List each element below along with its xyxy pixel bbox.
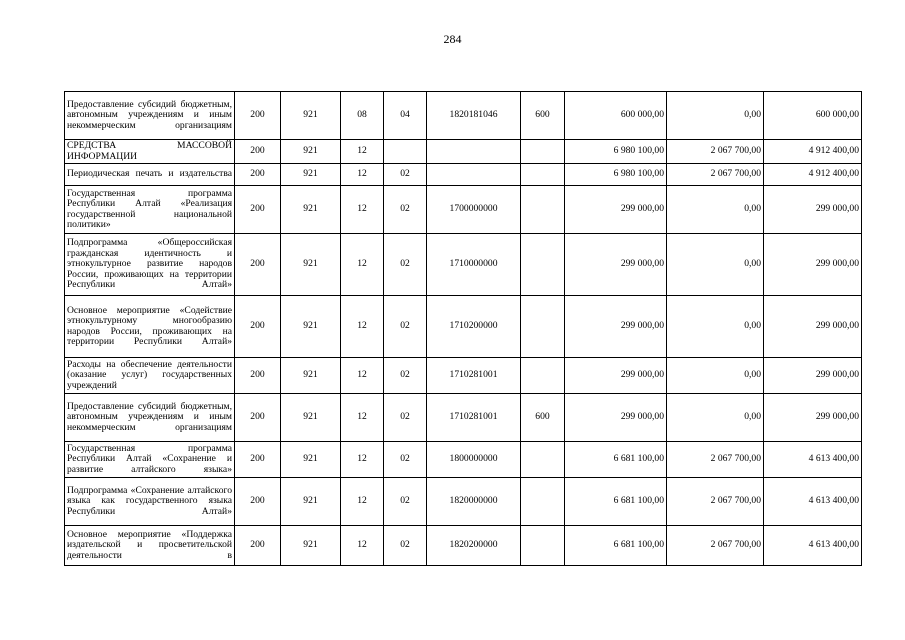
table-row: [65, 186, 862, 234]
row-v1-cell: 6 681 100,00: [565, 478, 667, 526]
page-number: 284: [443, 32, 462, 46]
row-v3-cell: 4 613 400,00: [764, 526, 862, 566]
row-c6-cell: [521, 296, 565, 358]
row-v2-cell: 0,00: [667, 296, 764, 358]
row-v2-cell: 0,00: [667, 234, 764, 296]
row-c2-cell: 921: [281, 296, 341, 358]
row-c1-cell: 200: [235, 442, 281, 478]
table-row: [65, 394, 862, 442]
row-v3-cell: 4 613 400,00: [764, 442, 862, 478]
row-v1-cell: 600 000,00: [565, 92, 667, 140]
row-v2-cell: 0,00: [667, 358, 764, 394]
row-v3-cell: 299 000,00: [764, 234, 862, 296]
row-c5-cell: 1820000000: [427, 478, 521, 526]
row-name-cell: Предоставление субсидий бюджетным, автономным учреждениям и иным некоммерческим организациям: [65, 394, 235, 442]
row-v3-cell: 299 000,00: [764, 358, 862, 394]
table-row: [65, 164, 862, 186]
row-c4-cell: 02: [384, 478, 427, 526]
row-c6-cell: [521, 164, 565, 186]
row-v2-cell: 0,00: [667, 92, 764, 140]
row-name-cell: Периодическая печать и издательства: [65, 164, 235, 186]
row-c4-cell: 02: [384, 358, 427, 394]
row-c6-cell: 600: [521, 394, 565, 442]
row-c6-cell: 600: [521, 92, 565, 140]
table-row: [65, 296, 862, 358]
row-v3-cell: 299 000,00: [764, 296, 862, 358]
row-c6-cell: [521, 442, 565, 478]
row-c5-cell: [427, 140, 521, 164]
row-v1-cell: 6 980 100,00: [565, 164, 667, 186]
row-v3-cell: 4 613 400,00: [764, 478, 862, 526]
row-v1-cell: 299 000,00: [565, 296, 667, 358]
row-c1-cell: 200: [235, 234, 281, 296]
row-c3-cell: 12: [341, 358, 384, 394]
row-c5-cell: 1820200000: [427, 526, 521, 566]
row-c2-cell: 921: [281, 394, 341, 442]
row-c3-cell: 12: [341, 442, 384, 478]
row-c4-cell: 02: [384, 234, 427, 296]
table-row: [65, 478, 862, 526]
row-c3-cell: 08: [341, 92, 384, 140]
row-c1-cell: 200: [235, 526, 281, 566]
row-v1-cell: 6 681 100,00: [565, 526, 667, 566]
row-c4-cell: 02: [384, 296, 427, 358]
row-c6-cell: [521, 358, 565, 394]
row-c4-cell: 02: [384, 442, 427, 478]
row-c6-cell: [521, 526, 565, 566]
row-name-cell: СРЕДСТВА МАССОВОЙ ИНФОРМАЦИИ: [65, 140, 235, 164]
row-c5-cell: 1710281001: [427, 358, 521, 394]
row-v3-cell: 299 000,00: [764, 394, 862, 442]
row-c5-cell: 1710200000: [427, 296, 521, 358]
row-c2-cell: 921: [281, 186, 341, 234]
table-row: [65, 442, 862, 478]
row-c6-cell: [521, 186, 565, 234]
row-name-cell: Основное мероприятие «Содействие этнокультурному многообразию народов России, проживающих на территории Республики Алтай»: [65, 296, 235, 358]
row-c1-cell: 200: [235, 394, 281, 442]
row-name-cell: Государственная программа Республики Алтай «Реализация государственной национальной политики»: [65, 186, 235, 234]
row-v1-cell: 299 000,00: [565, 394, 667, 442]
row-c4-cell: 02: [384, 526, 427, 566]
row-c6-cell: [521, 478, 565, 526]
row-c5-cell: 1710281001: [427, 394, 521, 442]
row-v3-cell: 4 912 400,00: [764, 164, 862, 186]
row-c5-cell: 1710000000: [427, 234, 521, 296]
row-c2-cell: 921: [281, 358, 341, 394]
row-v2-cell: 2 067 700,00: [667, 478, 764, 526]
row-c6-cell: [521, 140, 565, 164]
row-v2-cell: 0,00: [667, 186, 764, 234]
row-c2-cell: 921: [281, 442, 341, 478]
table-row: [65, 140, 862, 164]
row-v1-cell: 299 000,00: [565, 186, 667, 234]
row-name-cell: Расходы на обеспечение деятельности (оказание услуг) государственных учреждений: [65, 358, 235, 394]
row-v1-cell: 299 000,00: [565, 358, 667, 394]
row-c3-cell: 12: [341, 526, 384, 566]
row-c4-cell: 02: [384, 186, 427, 234]
row-c1-cell: 200: [235, 140, 281, 164]
row-v2-cell: 2 067 700,00: [667, 140, 764, 164]
row-v3-cell: 299 000,00: [764, 186, 862, 234]
table-row: [65, 234, 862, 296]
row-c4-cell: 04: [384, 92, 427, 140]
row-c3-cell: 12: [341, 394, 384, 442]
row-c2-cell: 921: [281, 526, 341, 566]
row-c2-cell: 921: [281, 92, 341, 140]
row-c3-cell: 12: [341, 186, 384, 234]
row-c5-cell: 1800000000: [427, 442, 521, 478]
row-name-cell: Государственная программа Республики Алтай «Сохранение и развитие алтайского языка»: [65, 442, 235, 478]
row-c5-cell: 1700000000: [427, 186, 521, 234]
row-v2-cell: 0,00: [667, 394, 764, 442]
row-c2-cell: 921: [281, 164, 341, 186]
row-c2-cell: 921: [281, 140, 341, 164]
row-v1-cell: 299 000,00: [565, 234, 667, 296]
row-v3-cell: 600 000,00: [764, 92, 862, 140]
row-name-cell: Предоставление субсидий бюджетным, автономным учреждениям и иным некоммерческим организациям: [65, 92, 235, 140]
budget-table: [64, 91, 862, 566]
row-c1-cell: 200: [235, 296, 281, 358]
row-c5-cell: 1820181046: [427, 92, 521, 140]
table-row: [65, 358, 862, 394]
row-v2-cell: 2 067 700,00: [667, 526, 764, 566]
row-c6-cell: [521, 234, 565, 296]
row-c3-cell: 12: [341, 140, 384, 164]
row-c4-cell: 02: [384, 164, 427, 186]
row-name-cell: Основное мероприятие «Поддержка издательской и просветительской деятельности в: [65, 526, 235, 566]
row-c2-cell: 921: [281, 478, 341, 526]
row-c2-cell: 921: [281, 234, 341, 296]
table-row: [65, 526, 862, 566]
row-c3-cell: 12: [341, 164, 384, 186]
row-c1-cell: 200: [235, 358, 281, 394]
row-c4-cell: [384, 140, 427, 164]
row-c1-cell: 200: [235, 164, 281, 186]
row-v2-cell: 2 067 700,00: [667, 164, 764, 186]
row-v1-cell: 6 681 100,00: [565, 442, 667, 478]
row-c3-cell: 12: [341, 296, 384, 358]
row-c1-cell: 200: [235, 92, 281, 140]
row-c1-cell: 200: [235, 478, 281, 526]
table-row: [65, 92, 862, 140]
row-v3-cell: 4 912 400,00: [764, 140, 862, 164]
row-name-cell: Подпрограмма «Сохранение алтайского языка как государственного языка Республики Алтай»: [65, 478, 235, 526]
row-c4-cell: 02: [384, 394, 427, 442]
row-v2-cell: 2 067 700,00: [667, 442, 764, 478]
row-name-cell: Подпрограмма «Общероссийская гражданская идентичность и этнокультурное развитие народов России, проживающих на территории Республики Алтай»: [65, 234, 235, 296]
row-c3-cell: 12: [341, 234, 384, 296]
row-c5-cell: [427, 164, 521, 186]
row-c1-cell: 200: [235, 186, 281, 234]
row-c3-cell: 12: [341, 478, 384, 526]
row-v1-cell: 6 980 100,00: [565, 140, 667, 164]
